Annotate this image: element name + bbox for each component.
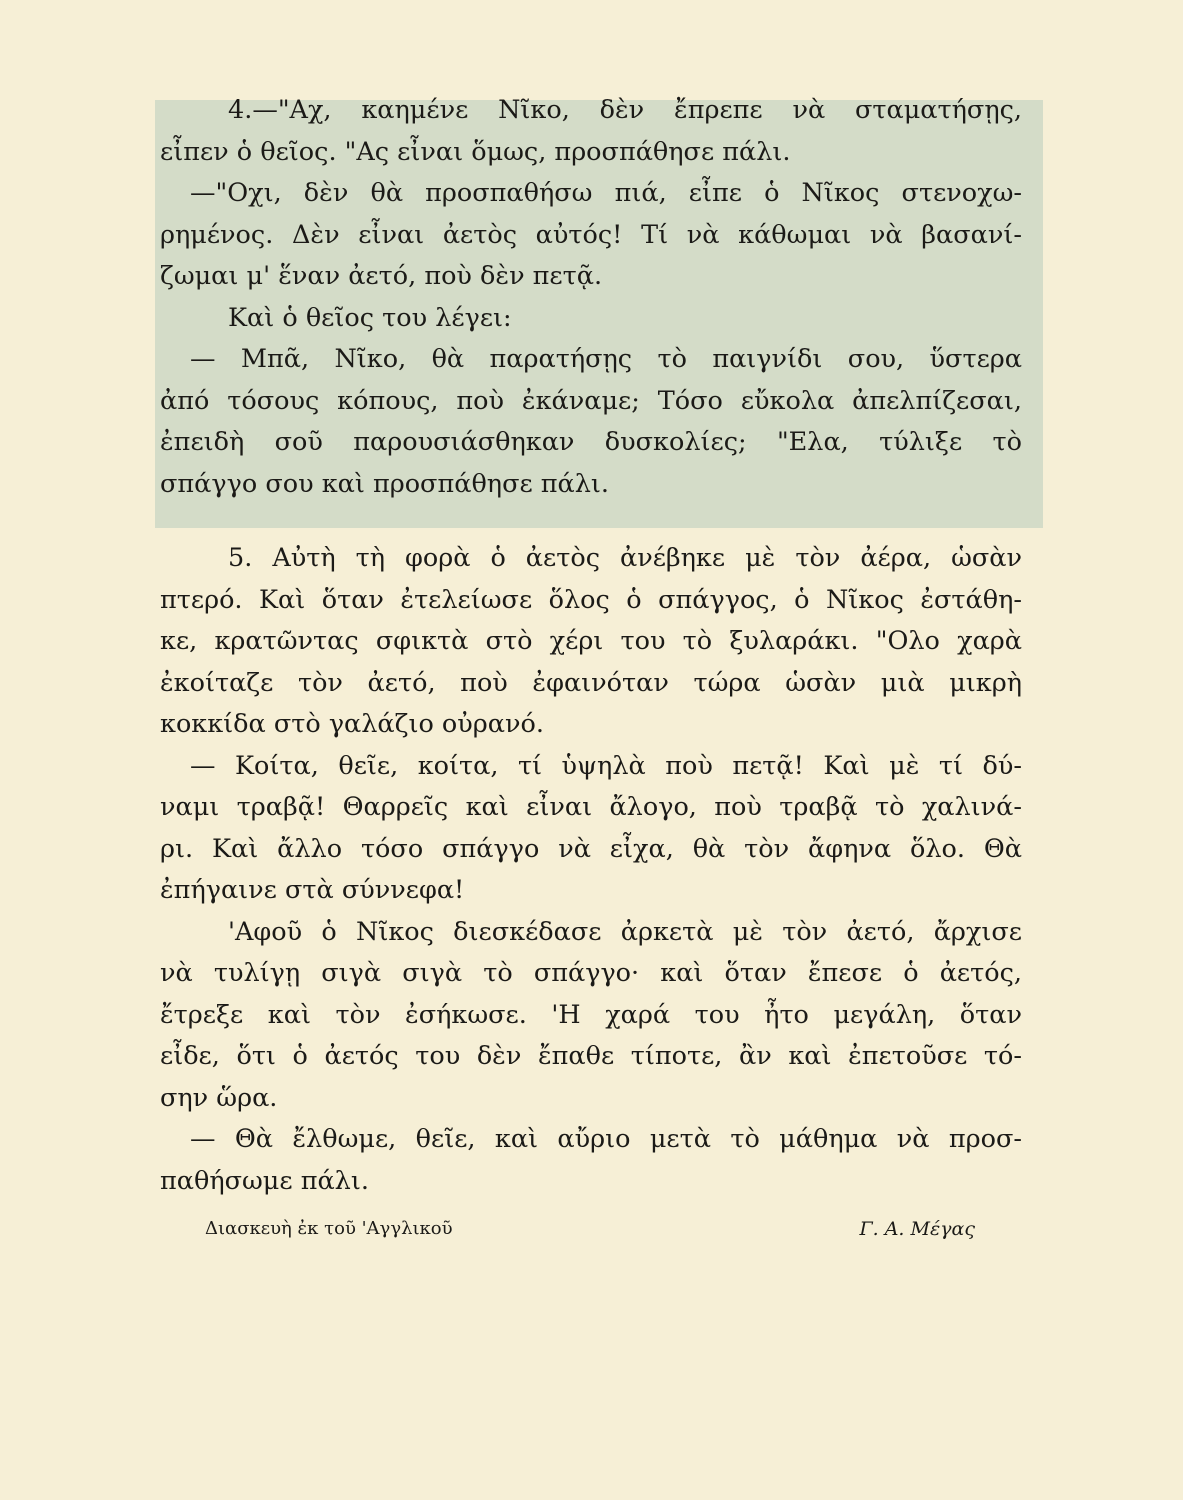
text-line: 'Αφοῦ ὁ Νῖκος διεσκέδασε ἀρκετὰ μὲ τὸν ἀετό, ἄρχισε [228,916,1022,947]
text-line: ζωμαι μ' ἕναν ἀετό, ποὺ δὲν πετᾷ. [160,261,603,291]
text-line: εἶδε, ὅτι ὁ ἀετός του δὲν ἔπαθε τίποτε, ἂν καὶ ἐπετοῦσε τό- [160,1041,1022,1071]
text-line: πτερό. Καὶ ὅταν ἐτελείωσε ὅλος ὁ σπάγγος, ὁ Νῖκος ἐστάθη- [160,584,1022,615]
text-line: κοκκίδα στὸ γαλάζιο οὐρανό. [160,709,544,739]
text-line: — Κοίτα, θεῖε, κοίτα, τί ὑψηλὰ ποὺ πετᾷ! Καὶ μὲ τί δύ- [190,750,1022,781]
text-line: —"Οχι, δὲν θὰ προσπαθήσω πιά, εἶπε ὁ Νῖκος στενοχω- [190,178,1022,208]
section-4-text [160,90,1022,505]
text-line: 4.—"Αχ, καημένε Νῖκο, δὲν ἔπρεπε νὰ σταματήσῃς, [228,95,1022,125]
text-line: παθήσωμε πάλι. [160,1165,369,1196]
text-line: 5. Αὐτὴ τὴ φορὰ ὁ ἀετὸς ἀνέβηκε μὲ τὸν ἀέρα, ὡσὰν [228,543,1022,573]
text-line: σην ὥρα. [160,1082,278,1113]
text-line: — Θὰ ἔλθωμε, θεῖε, καὶ αὔριο μετὰ τὸ μάθημα νὰ προσ- [190,1124,1022,1154]
text-line: Καὶ ὁ θεῖος του λέγει: [228,302,512,333]
text-line: ἐκοίταζε τὸν ἀετό, ποὺ ἐφαινόταν τώρα ὡσὰν μιὰ μικρὴ [160,667,1022,698]
author-name: Γ. Α. Μέγας [859,1218,975,1240]
section-5-text [160,538,1022,1202]
text-line: κε, κρατῶντας σφικτὰ στὸ χέρι του τὸ ξυλαράκι. "Ολο χαρὰ [160,626,1022,656]
text-line: ἐπήγαινε στὰ σύννεφα! [160,875,465,905]
text-line: ρημένος. Δὲν εἶναι ἀετὸς αὐτός! Τί νὰ κάθωμαι νὰ βασανί- [160,219,1022,250]
text-line: σπάγγο σου καὶ προσπάθησε πάλι. [160,468,610,499]
text-line: ἔτρεξε καὶ τὸν ἐσήκωσε. 'Η χαρά του ἦτο μεγάλη, ὅταν [160,999,1022,1030]
text-line: εἶπεν ὁ θεῖος. "Ας εἶναι ὅμως, προσπάθησε πάλι. [160,136,791,167]
text-line: — Μπᾶ, Νῖκο, θὰ παρατήσῃς τὸ παιγνίδι σου, ὕστερα [190,344,1022,374]
text-line: ἐπειδὴ σοῦ παρουσιάσθηκαν δυσκολίες; "Ελα, τύλιξε τὸ [160,427,1022,457]
text-line: νὰ τυλίγῃ σιγὰ σιγὰ τὸ σπάγγο· καὶ ὅταν ἔπεσε ὁ ἀετός, [160,958,1022,988]
attribution-footer [205,1218,975,1240]
text-line: ἀπό τόσους κόπους, ποὺ ἐκάναμε; Τόσο εὔκολα ἀπελπίζεσαι, [160,385,1022,416]
source-note: Διασκευὴ ἐκ τοῦ 'Αγγλικοῦ [205,1218,453,1239]
text-line: ναμι τραβᾷ! Θαρρεῖς καὶ εἶναι ἄλογο, ποὺ τραβᾷ τὸ χαλινά- [160,792,1022,822]
text-line: ρι. Καὶ ἄλλο τόσο σπάγγο νὰ εἶχα, θὰ τὸν ἄφηνα ὅλο. Θὰ [160,833,1022,864]
